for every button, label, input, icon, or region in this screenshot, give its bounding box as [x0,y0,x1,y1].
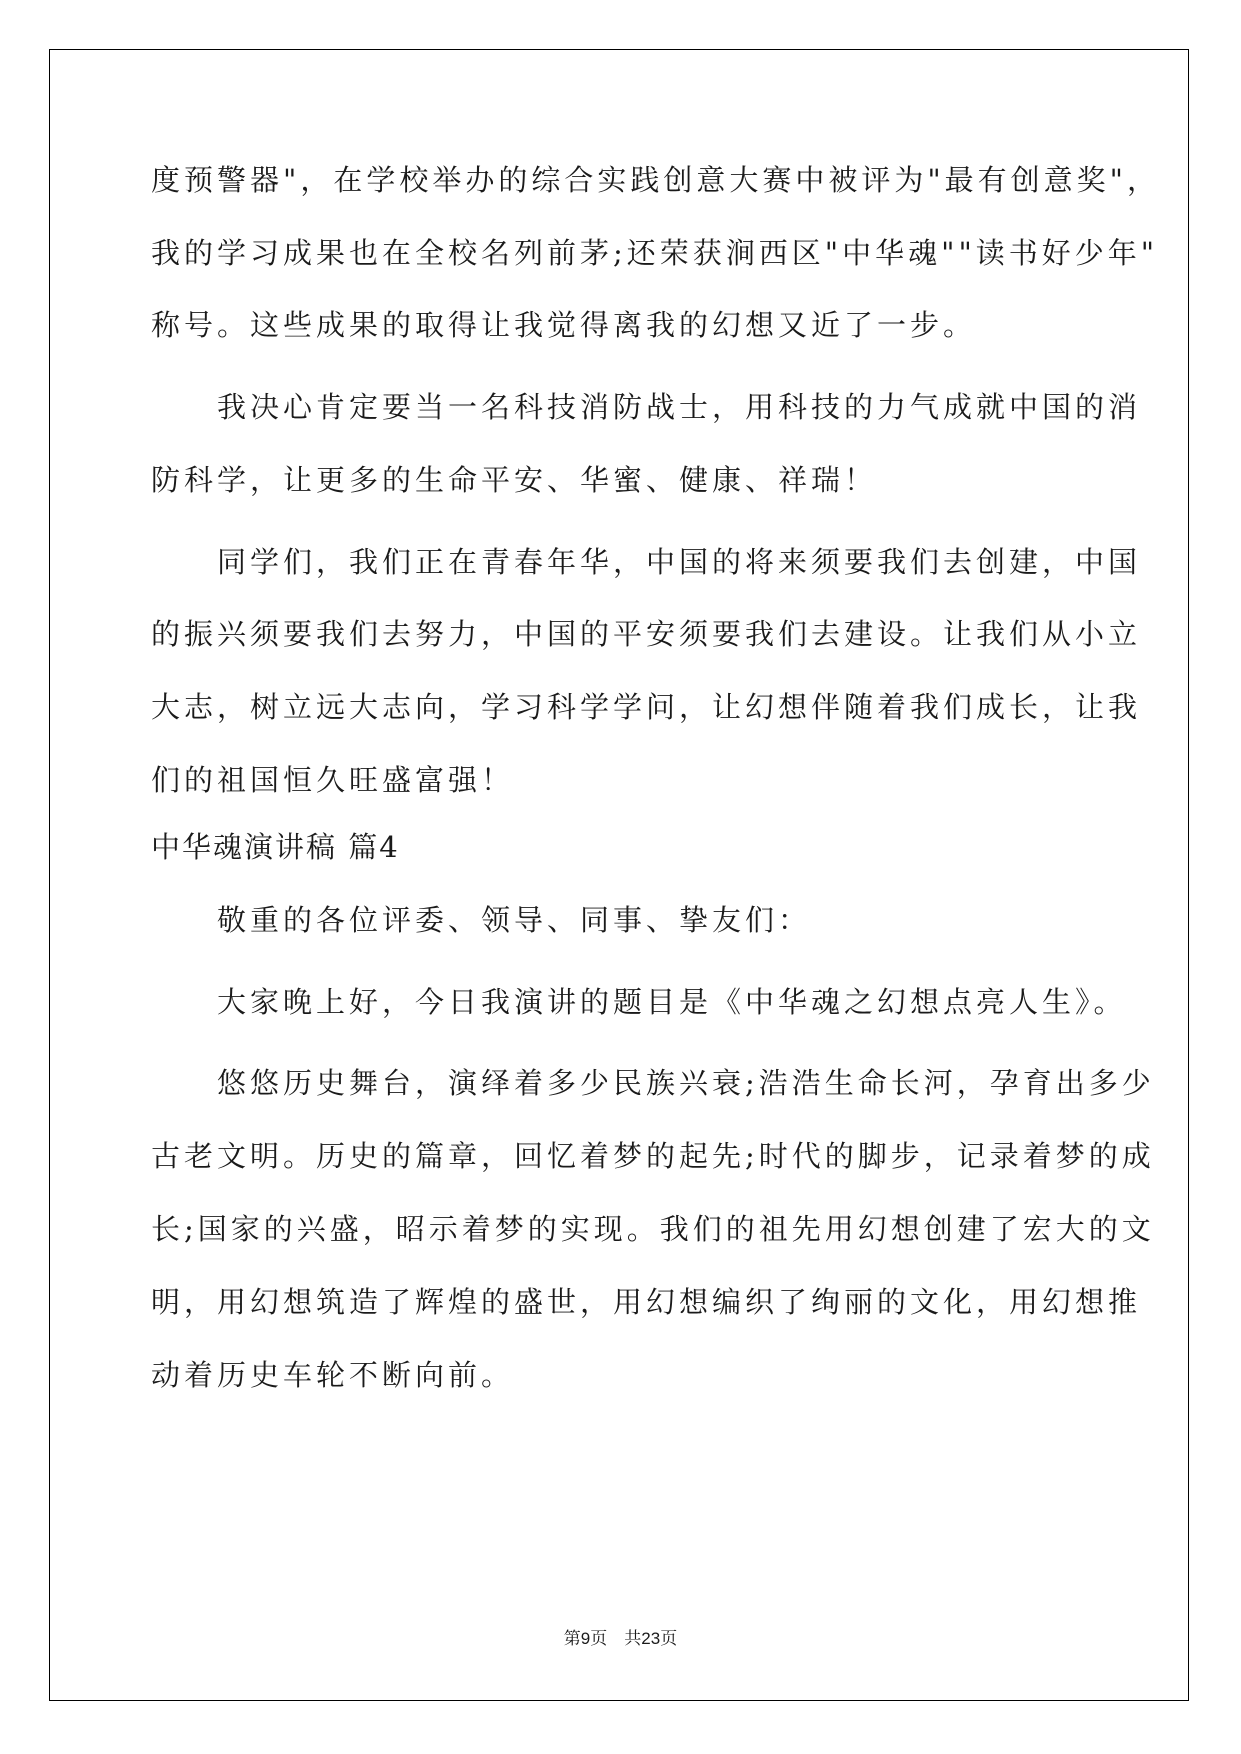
text-line: 大家晚上好，今日我演讲的题目是《中华魂之幻想点亮人生》。 [151,985,1127,1019]
text-line: 敬重的各位评委、领导、同事、挚友们： [151,903,812,937]
text-line: 古老文明。历史的篇章，回忆着梦的起先;时代的脚步，记录着梦的成 [151,1139,1155,1173]
text-line: 明，用幻想筑造了辉煌的盛世，用幻想编织了绚丽的文化，用幻想推 [151,1285,1142,1319]
text-line: 防科学，让更多的生命平安、华蜜、健康、祥瑞！ [151,463,878,497]
footer-prefix: 第 [563,1629,581,1649]
section-heading: 中华魂演讲稿 篇4 [151,830,400,864]
text-line: 我的学习成果也在全校名列前茅;还荣获涧西区"中华魂""读书好少年" [151,236,1159,270]
page-border [49,49,1189,1701]
footer-middle: 页 共 [590,1629,642,1649]
footer-suffix: 页 [660,1629,678,1649]
total-pages-number: 23 [641,1629,661,1648]
current-page-number: 9 [580,1629,591,1648]
text-line: 们的祖国恒久旺盛富强！ [151,763,515,797]
text-line: 我决心肯定要当一名科技消防战士，用科技的力气成就中国的消 [151,390,1142,424]
text-line: 同学们，我们正在青春年华，中国的将来须要我们去创建，中国 [151,545,1142,579]
text-line: 称号。这些成果的取得让我觉得离我的幻想又近了一步。 [151,308,977,342]
text-line: 动着历史车轮不断向前。 [151,1358,515,1392]
page-footer [0,1624,1241,1649]
text-line: 悠悠历史舞台，演绎着多少民族兴衰;浩浩生命长河，孕育出多少 [151,1066,1155,1100]
text-line: 长;国家的兴盛，昭示着梦的实现。我们的祖先用幻想创建了宏大的文 [151,1212,1155,1246]
text-line: 的振兴须要我们去努力，中国的平安须要我们去建设。让我们从小立 [151,617,1142,651]
text-line: 度预警器"，在学校举办的综合实践创意大赛中被评为"最有创意奖"， [151,163,1161,197]
text-line: 大志，树立远大志向，学习科学学问，让幻想伴随着我们成长，让我 [151,690,1142,724]
